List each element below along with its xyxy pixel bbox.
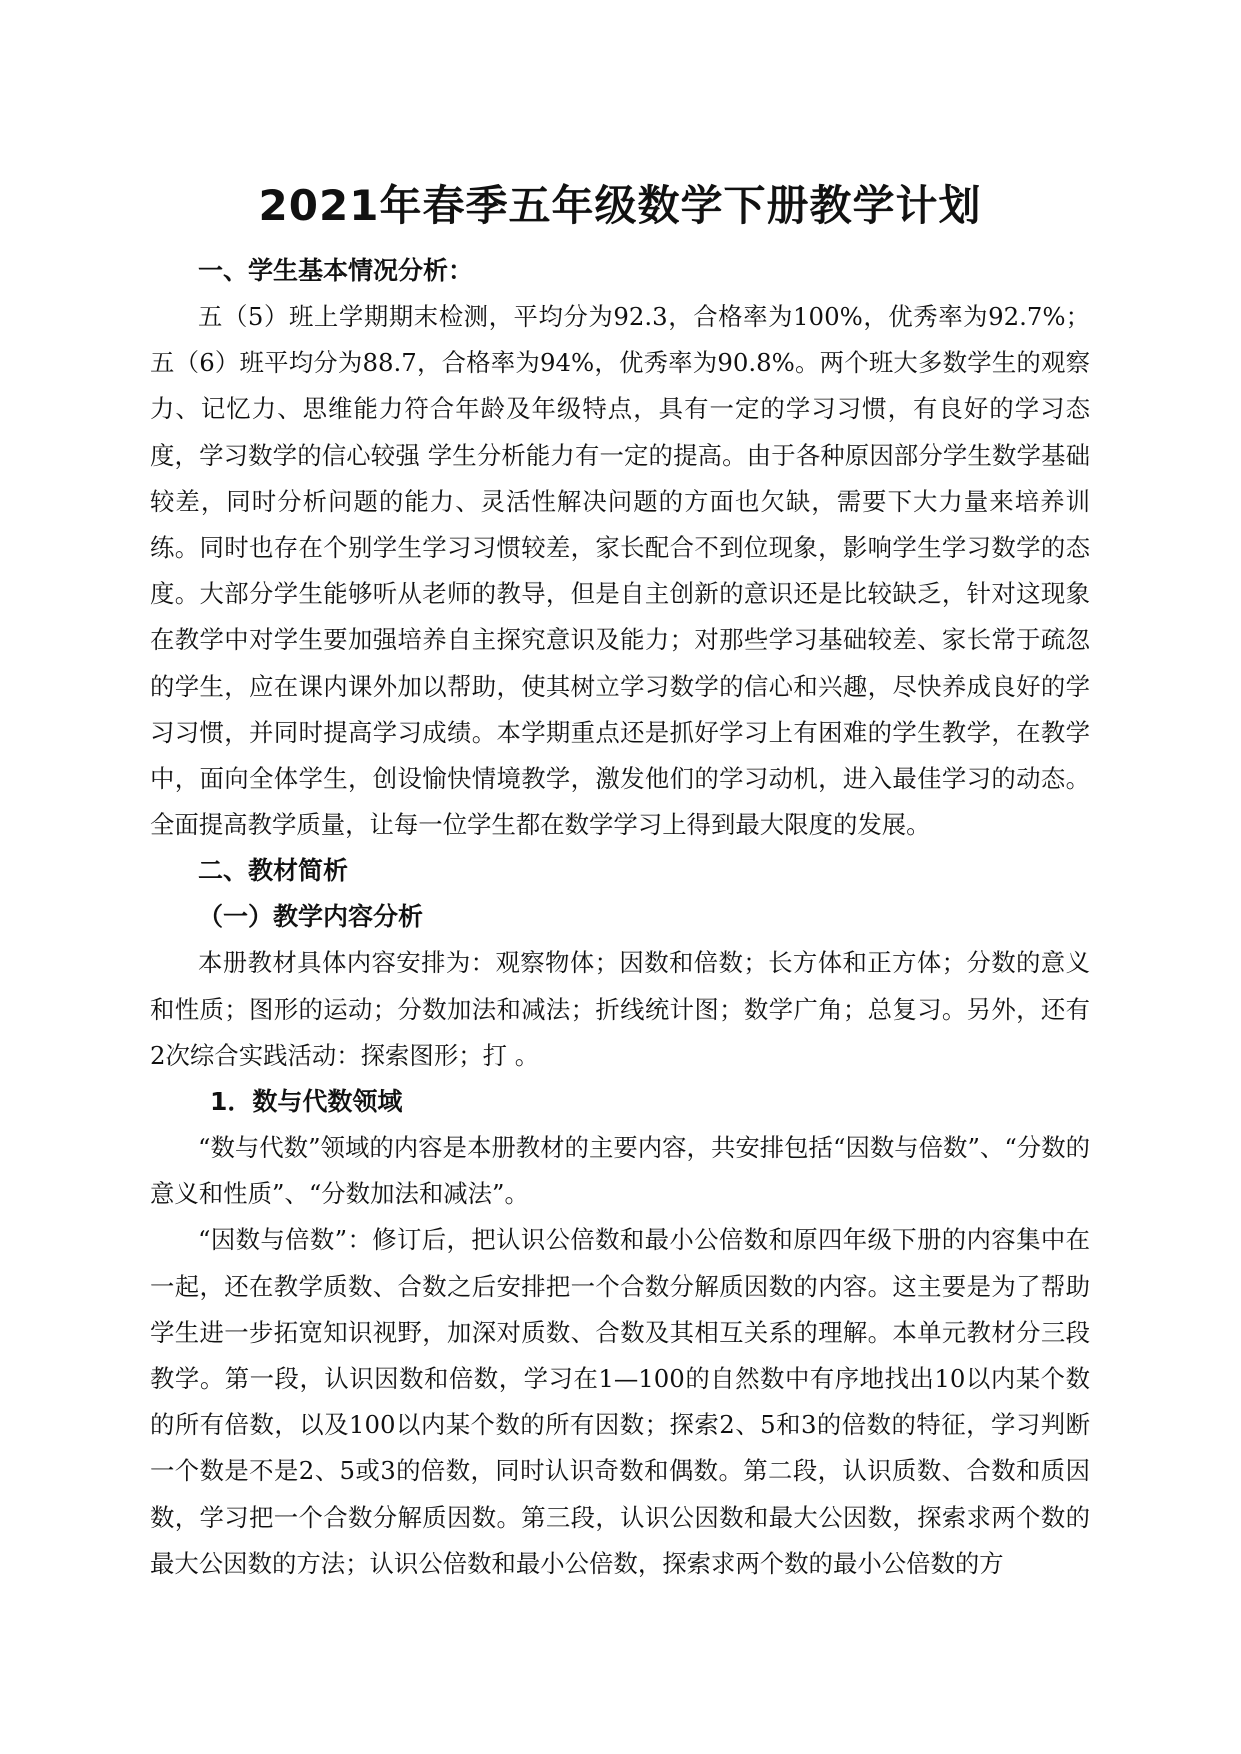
section-heading-textbook-analysis: 二、教材简析 (198, 856, 349, 886)
paragraph-content-arrangement: 本册教材具体内容安排为：观察物体；因数和倍数；长方体和正方体；分数的意义和性质；图形的运动；分数加法和减法；折线统计图；数学广角；总复习。另外，还有2次综合实践活动：探索图形；打 。 (150, 948, 1090, 1070)
paragraph-factors-multiples: “因数与倍数”：修订后，把认识公倍数和最小公倍数和原四年级下册的内容集中在一起，还在教学质数、合数之后安排把一个合数分解质因数的内容。这主要是为了帮助学生进一步拓宽知识视野，加深对质数、合数及其相互关系的理解。本单元教材分三段教学。第一段，认识因数和倍数，学习在1—100的自然数中有序地找出10以内某个数的所有倍数，以及100以内某个数的所有因数；探索2、5和3的倍数的特征，学习判断一个数是不是2、5或3的倍数，同时认识奇数和偶数。第二段，认识质数、合数和质因数，学习把一个合数分解质因数。第三段，认识公因数和最大公因数，探索求两个数的最大公因数的方法；认识公倍数和最小公倍数，探索求两个数的最小公倍数的方 (150, 1225, 1090, 1578)
document-title: 2021年春季五年级数学下册教学计划 (258, 181, 982, 230)
document-page (150, 178, 1090, 1587)
section-heading-student-analysis: 一、学生基本情况分析： (198, 256, 474, 285)
paragraph-student-analysis: 五（5）班上学期期末检测，平均分为92.3，合格率为100%，优秀率为92.7%；五（6）班平均分为88.7，合格率为94%，优秀率为90.8%。两个班大多数学生的观察力、记忆力、思维能力符合年龄及年级特点，具有一定的学习习惯，有良好的学习态度，学习数学的信心较强 学生分析能力有一定的提高。由于各种原因部分学生数学基础较差，同时分析问题的能力、灵活性解决问题的方面也欠缺，需要下大力量来培养训练。同时也存在个别学生学习习惯较差，家长配合不到位现象，影响学生学习数学的态度。大部分学生能够听从老师的教导，但是自主创新的意识还是比较缺乏，针对这现象在教学中对学生要加强培养自主探究意识及能力；对那些学习基础较差、家长常于疏忽的学生，应在课内课外加以帮助，使其树立学习数学的信心和兴趣，尽快养成良好的学习习惯，并同时提高学习成绩。本学期重点还是抓好学习上有困难的学生教学，在教学中，面向全体学生，创设愉快情境教学，激发他们的学习动机，进入最佳学习的动态。全面提高教学质量，让每一位学生都在数学学习上得到最大限度的发展。 (150, 302, 1090, 840)
subsubsection-heading-number-algebra: 1．数与代数领域 (210, 1087, 403, 1117)
paragraph-number-algebra-intro: “数与代数”领域的内容是本册教材的主要内容，共安排包括“因数与倍数”、“分数的意义和性质”、“分数加法和减法”。 (150, 1133, 1090, 1209)
subsection-heading-content-analysis: （一）教学内容分析 (198, 902, 424, 932)
